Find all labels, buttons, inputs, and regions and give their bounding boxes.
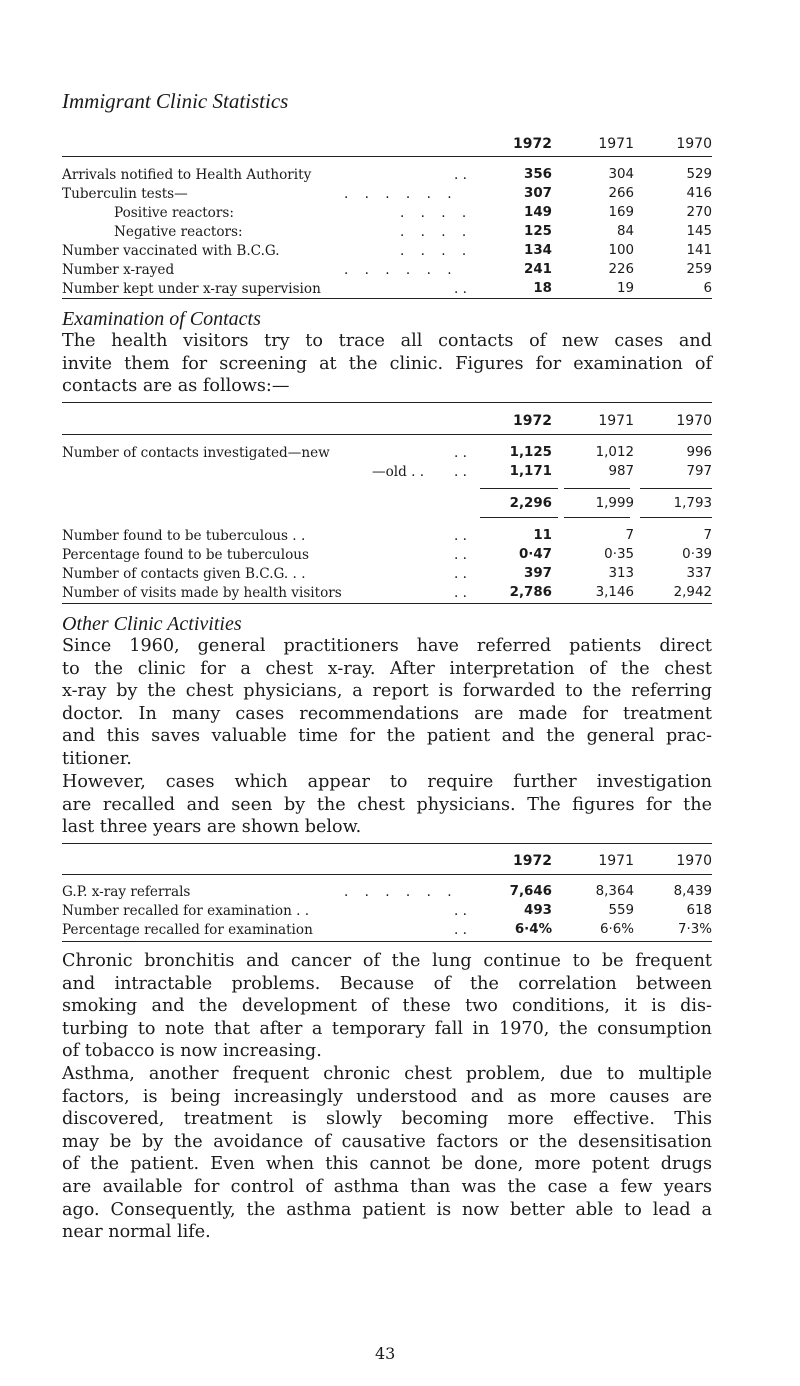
cell-1970: 145 [686, 224, 712, 239]
year-header: 1972 [513, 413, 552, 429]
cell-1972: 397 [524, 566, 552, 581]
cell-1972: 1,171 [509, 464, 552, 479]
cell-1972: 18 [533, 281, 552, 296]
cell-1970: 416 [686, 186, 712, 201]
year-header: 1970 [676, 413, 712, 429]
text-line: Chronic bronchitis and cancer of the lung continue to be frequent [62, 951, 712, 971]
leader-dots: . . . . . . [344, 186, 452, 202]
row-label: Number kept under x-ray supervision [62, 281, 321, 297]
cell-1971: 559 [608, 903, 634, 918]
text-line: and intractable problems. Because of the correlation between [62, 973, 712, 994]
leader-dots: . . [454, 547, 467, 563]
table-rule [62, 603, 712, 604]
cell-1970: 337 [686, 566, 712, 581]
text-line: may be by the avoidance of causative factors or the desensitisation [62, 1131, 712, 1152]
cell-1972: 149 [524, 205, 552, 220]
cell-1972: 125 [524, 224, 552, 239]
year-header: 1971 [598, 136, 634, 152]
table-row [62, 921, 712, 939]
cell-1970: 8,439 [673, 884, 712, 899]
leader-dots: . . . . [400, 243, 467, 259]
leader-dots: . . [454, 903, 467, 919]
row-label: —old . . [372, 464, 425, 480]
text-line: factors, is being increasingly understood and as more causes are [62, 1086, 712, 1107]
table-row [62, 463, 712, 481]
row-label: Positive reactors: [114, 205, 234, 221]
table-rule [62, 941, 712, 942]
table-header [62, 135, 712, 153]
table-row [62, 166, 712, 184]
table-row [62, 444, 712, 462]
cell-1971: 19 [616, 281, 634, 296]
total-1971: 1,999 [595, 496, 634, 511]
cell-1971: 6·6% [599, 922, 634, 937]
cell-1970: 0·39 [682, 547, 712, 562]
leader-dots: . . [454, 464, 467, 480]
cell-1971: 100 [608, 243, 634, 258]
cell-1970: 7·3% [677, 922, 712, 937]
text-line: last three years are shown below. [62, 817, 362, 838]
table-row [62, 261, 712, 279]
cell-1972: 356 [524, 167, 552, 182]
leader-dots: . . [454, 167, 467, 183]
text-line: Since 1960, general practitioners have referred patients direct [62, 636, 712, 656]
cell-1970: 7 [703, 528, 712, 543]
text-line: to the clinic for a chest x-ray. After interpretation of the chest [62, 658, 712, 679]
subtotal-rule [640, 488, 712, 489]
subtotal-rule [640, 517, 712, 518]
row-label: Number found to be tuberculous . . [62, 528, 306, 544]
cell-1972: 307 [524, 186, 552, 201]
table-rule [62, 874, 712, 875]
row-label: Negative reactors: [114, 224, 243, 240]
cell-1970: 6 [703, 281, 712, 296]
text-line: are recalled and seen by the chest physicians. The figures for the [62, 794, 712, 815]
table-rule [62, 434, 712, 435]
year-header: 1972 [513, 136, 552, 152]
text-line: turbing to note that after a temporary fall in 1970, the consumption [62, 1018, 712, 1039]
text-line: smoking and the development of these two conditions, it is dis- [62, 996, 712, 1017]
cell-1971: 1,012 [595, 445, 634, 460]
table-row [62, 527, 712, 545]
table-row [62, 223, 712, 241]
text-line: near normal life. [62, 1222, 211, 1243]
paragraph [62, 635, 712, 771]
subtotal-rule [480, 517, 558, 518]
leader-dots: . . [454, 585, 467, 601]
cell-1972: 11 [533, 528, 552, 543]
cell-1972: 2,786 [509, 585, 552, 600]
text-line: ago. Consequently, the asthma patient is now better able to lead a [62, 1199, 712, 1220]
cell-1972: 6·4% [514, 922, 552, 937]
page-title: Immigrant Clinic Statistics [62, 89, 289, 113]
cell-1970: 141 [686, 243, 712, 258]
leader-dots: . . [454, 281, 467, 297]
table-row [62, 280, 712, 298]
cell-1971: 84 [616, 224, 634, 239]
row-label: Number of contacts investigated—new [62, 445, 330, 461]
table-row [62, 242, 712, 260]
paragraph [62, 950, 712, 1063]
page-number: 43 [375, 1344, 396, 1363]
table-header [62, 412, 712, 430]
leader-dots: . . . . [400, 205, 467, 221]
year-header: 1972 [513, 853, 552, 869]
leader-dots: . . [454, 445, 467, 461]
table-rule [62, 402, 712, 403]
table-rule [62, 843, 712, 844]
cell-1971: 313 [608, 566, 634, 581]
cell-1971: 3,146 [595, 585, 634, 600]
leader-dots: . . . . . . [344, 884, 452, 900]
table-row [62, 546, 712, 564]
text-line: x-ray by the chest physicians, a report is forwarded to the referring [62, 681, 712, 702]
section-heading: Examination of Contacts [62, 308, 261, 330]
leader-dots: . . [454, 528, 467, 544]
row-label: Number of contacts given B.C.G. . . [62, 566, 306, 582]
subtotal-rule [480, 488, 558, 489]
text-line: discovered, treatment is slowly becoming more effective. This [62, 1109, 712, 1130]
table-row [62, 584, 712, 602]
cell-1971: 987 [608, 464, 634, 479]
text-line: contacts are as follows:— [62, 376, 290, 397]
cell-1970: 618 [686, 903, 712, 918]
leader-dots: . . . . [400, 224, 467, 240]
text-line: doctor. In many cases recommendations are made for treatment [62, 703, 712, 724]
cell-1971: 7 [625, 528, 634, 543]
cell-1971: 266 [608, 186, 634, 201]
row-label: Percentage recalled for examination [62, 922, 313, 938]
totals-row [62, 495, 712, 513]
row-label: G.P. x-ray referrals [62, 884, 191, 900]
row-label: Arrivals notified to Health Authority [62, 167, 312, 183]
row-label: Number vaccinated with B.C.G. [62, 243, 280, 259]
text-line: are available for control of asthma than was the case a few years [62, 1176, 712, 1197]
row-label: Tuberculin tests— [62, 186, 188, 202]
cell-1971: 8,364 [595, 884, 634, 899]
text-line: of tobacco is now increasing. [62, 1041, 322, 1062]
row-label: Percentage found to be tuberculous [62, 547, 310, 563]
year-header: 1971 [598, 853, 634, 869]
year-header: 1971 [598, 413, 634, 429]
cell-1971: 304 [608, 167, 634, 182]
cell-1970: 996 [686, 445, 712, 460]
table-row [62, 883, 712, 901]
cell-1972: 493 [524, 903, 552, 918]
text-line: The health visitors try to trace all contacts of new cases and [62, 331, 712, 351]
text-line: of the patient. Even when this cannot be done, more potent drugs [62, 1154, 712, 1175]
text-line: titioner. [62, 748, 132, 769]
table-row [62, 204, 712, 222]
cell-1971: 169 [608, 205, 634, 220]
cell-1971: 226 [608, 262, 634, 277]
cell-1972: 241 [524, 262, 552, 277]
cell-1972: 0·47 [518, 547, 552, 562]
text-line: However, cases which appear to require further investigation [62, 772, 712, 792]
leader-dots: . . [454, 566, 467, 582]
table-row [62, 185, 712, 203]
text-line: invite them for screening at the clinic. Figures for examination of [62, 353, 712, 374]
cell-1970: 797 [686, 464, 712, 479]
cell-1971: 0·35 [604, 547, 634, 562]
subtotal-rule [564, 488, 630, 489]
cell-1970: 529 [686, 167, 712, 182]
cell-1970: 259 [686, 262, 712, 277]
leader-dots: . . . . . . [344, 262, 452, 278]
table-rule [62, 156, 712, 157]
cell-1970: 270 [686, 205, 712, 220]
leader-dots: . . [454, 922, 467, 938]
table-rule [62, 298, 712, 299]
row-label: Number recalled for examination . . [62, 903, 310, 919]
cell-1972: 7,646 [509, 884, 552, 899]
table-header [62, 852, 712, 870]
subtotal-rule [564, 517, 630, 518]
table-row [62, 902, 712, 920]
total-1970: 1,793 [673, 496, 712, 511]
paragraph [62, 1063, 712, 1244]
text-line: and this saves valuable time for the patient and the general prac- [62, 726, 712, 747]
year-header: 1970 [676, 136, 712, 152]
cell-1970: 2,942 [673, 585, 712, 600]
paragraph [62, 771, 712, 839]
paragraph [62, 330, 712, 398]
year-header: 1970 [676, 853, 712, 869]
row-label: Number x-rayed [62, 262, 175, 278]
cell-1972: 134 [524, 243, 552, 258]
row-label: Number of visits made by health visitors [62, 585, 342, 601]
section-heading: Other Clinic Activities [62, 613, 242, 635]
total-1972: 2,296 [509, 496, 552, 511]
table-row [62, 565, 712, 583]
text-line: Asthma, another frequent chronic chest problem, due to multiple [62, 1064, 712, 1084]
cell-1972: 1,125 [509, 445, 552, 460]
